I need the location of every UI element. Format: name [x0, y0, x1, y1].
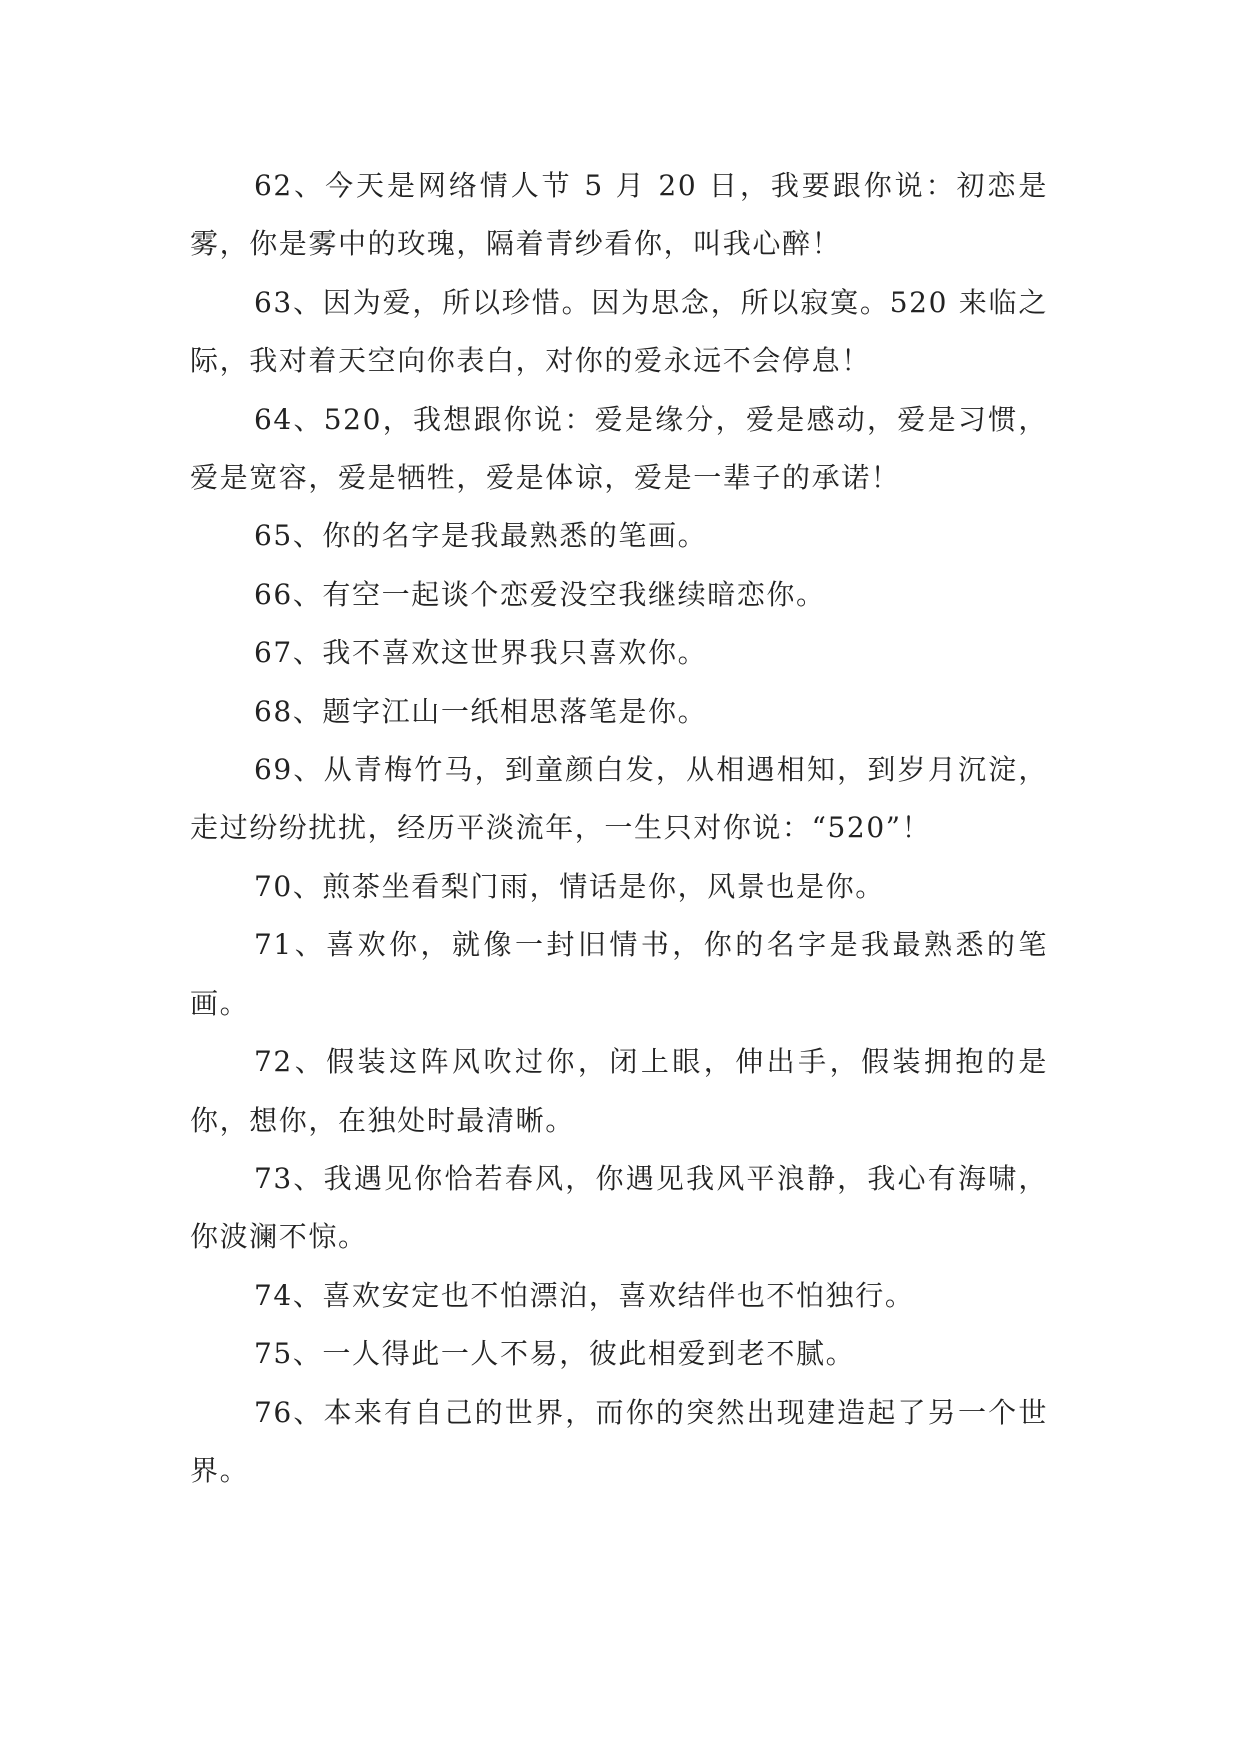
paragraph-65: 65、你的名字是我最熟悉的笔画。 [254, 519, 708, 553]
paragraph-69: 69、从青梅竹马，到童颜白发，从相遇相知，到岁月沉淀，走过纷纷扰扰，经历平淡流年，一生只对你说：“520”！ [190, 753, 1048, 845]
paragraph-63: 63、因为爱，所以珍惜。因为思念，所以寂寞。520 来临之际，我对着天空向你表白，对你的爱永远不会停息！ [190, 285, 1048, 378]
paragraph-62: 62、今天是网络情人节 5 月 20 日，我要跟你说：初恋是雾，你是雾中的玫瑰，隔着青纱看你，叫我心醉！ [190, 169, 1048, 261]
paragraph-76: 76、本来有自己的世界，而你的突然出现建造起了另一个世界。 [190, 1395, 1048, 1487]
paragraph-68: 68、题字江山一纸相思落笔是你。 [254, 694, 708, 728]
paragraph-67: 67、我不喜欢这世界我只喜欢你。 [254, 636, 708, 670]
paragraph-72: 72、假装这阵风吹过你，闭上眼，伸出手，假装拥抱的是你，想你，在独处时最清晰。 [190, 1045, 1048, 1137]
document-body [190, 157, 1048, 1500]
paragraph-74: 74、喜欢安定也不怕漂泊，喜欢结伴也不怕独行。 [254, 1278, 915, 1312]
paragraph-73: 73、我遇见你恰若春风，你遇见我风平浪静，我心有海啸，你波澜不惊。 [190, 1161, 1048, 1254]
paragraph-66: 66、有空一起谈个恋爱没空我继续暗恋你。 [254, 577, 826, 611]
paragraph-71: 71、喜欢你，就像一封旧情书，你的名字是我最熟悉的笔画。 [190, 928, 1048, 1020]
paragraph-64: 64、520，我想跟你说：爱是缘分，爱是感动，爱是习惯，爱是宽容，爱是牺牲，爱是体谅，爱是一辈子的承诺！ [190, 402, 1048, 495]
paragraph-70: 70、煎茶坐看梨门雨，情话是你，风景也是你。 [254, 869, 885, 903]
paragraph-75: 75、一人得此一人不易，彼此相爱到老不腻。 [254, 1337, 856, 1371]
